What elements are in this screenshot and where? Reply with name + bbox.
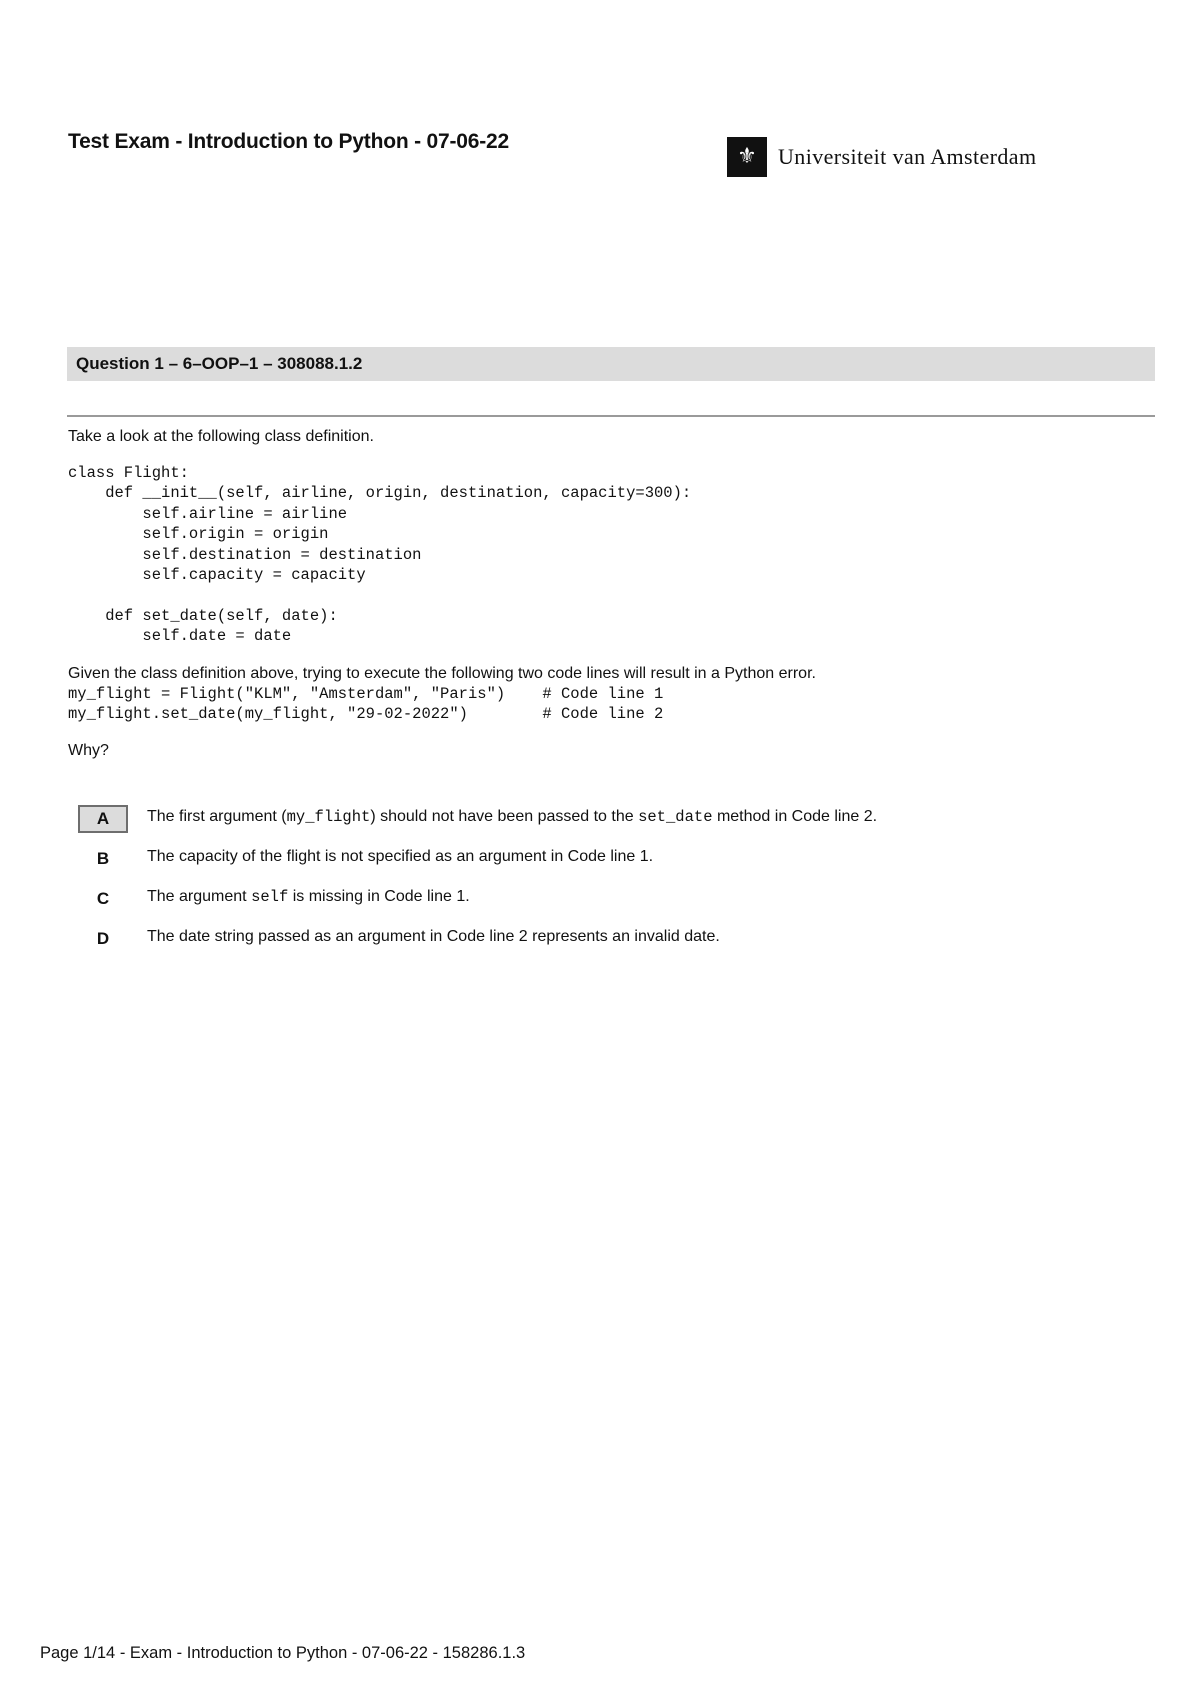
answer-option-c[interactable]: [78, 885, 1148, 925]
answer-letter-b[interactable]: B: [96, 849, 110, 868]
answer-text-b: The capacity of the flight is not specified as an argument in Code line 1.: [147, 848, 654, 865]
answer-text-d: The date string passed as an argument in Code line 2 represents an invalid date.: [147, 928, 720, 945]
question-intro: Take a look at the following class definition.: [68, 428, 374, 445]
answer-option-a[interactable]: [78, 805, 1148, 845]
uva-seal-icon: ⚜: [727, 137, 767, 177]
answer-option-d[interactable]: [78, 925, 1148, 965]
university-logo: [727, 136, 1036, 178]
answer-option-b[interactable]: [78, 845, 1148, 885]
answer-text-a: The first argument (my_flight) should not have been passed to the set_date method in Code line 2.: [147, 808, 878, 826]
question-body: [68, 426, 1148, 761]
question-title: Question 1 – 6–OOP–1 – 308088.1.2: [76, 354, 363, 373]
university-name: Universiteit van Amsterdam: [778, 144, 1037, 169]
question-why: Why?: [68, 742, 109, 760]
answer-letter-a[interactable]: A: [78, 805, 128, 833]
exam-title: Test Exam - Introduction to Python - 07-06-22: [68, 130, 510, 153]
divider: [67, 415, 1155, 417]
question-prompt: Given the class definition above, trying to execute the following two code lines will result in a Python error.: [68, 664, 816, 682]
answer-options: [78, 805, 1148, 965]
class-code-block: class Flight: def __init__(self, airline, origin, destination, capacity=300): self.airline = airline self.origin = origin self.destination = destination self.capacity = capacity def set_date(self, date): self.date = date: [68, 464, 692, 646]
answer-letter-d[interactable]: D: [96, 929, 110, 948]
code-lines-block: my_flight = Flight("KLM", "Amsterdam", "Paris") # Code line 1 my_flight.set_date(my_flight, "29-02-2022") # Code line 2: [68, 684, 664, 724]
answer-text-c: The argument self is missing in Code line 1.: [147, 888, 470, 906]
question-header: [67, 347, 1155, 381]
page-footer: Page 1/14 - Exam - Introduction to Python - 07-06-22 - 158286.1.3: [40, 1644, 526, 1662]
answer-letter-c[interactable]: C: [96, 889, 110, 908]
